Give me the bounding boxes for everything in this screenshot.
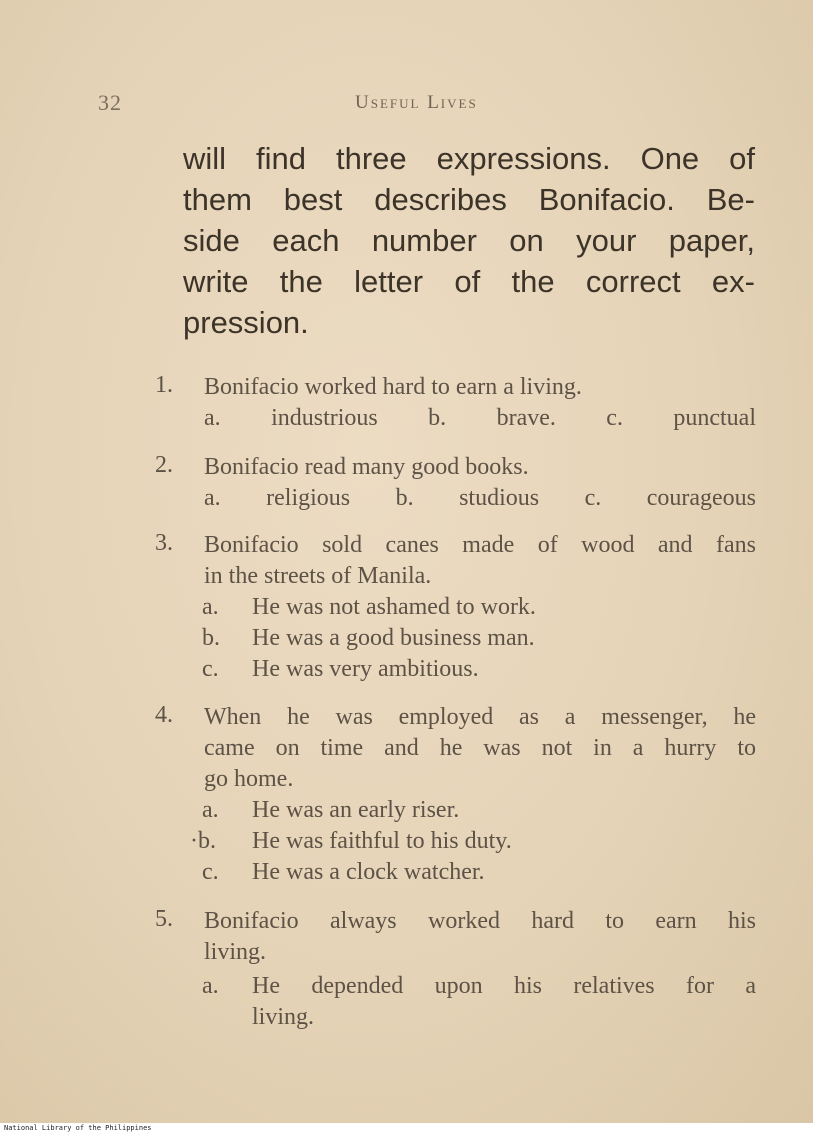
choice-text: living. (252, 1004, 315, 1030)
question-item (150, 452, 760, 514)
question-number: 5. (155, 906, 173, 932)
question-text: Bonifacio sold canes made of wood and fans (204, 532, 756, 558)
choice-text: He depended upon his relatives for a (252, 973, 756, 999)
choice-option-continuation (204, 1002, 760, 1033)
question-item (150, 530, 760, 685)
choice-letter: ·b. (190, 828, 216, 854)
choice-text: He was a good business man. (252, 625, 535, 651)
choice-option (204, 623, 760, 654)
question-item (150, 372, 760, 434)
choice-letter: c. (202, 859, 219, 885)
running-head: Useful Lives (355, 92, 478, 113)
intro-paragraph (183, 138, 755, 343)
intro-line: write the letter of the correct ex- (183, 264, 755, 299)
choice-option (204, 971, 760, 1002)
choice-letter: b. (202, 625, 220, 651)
question-number: 2. (155, 452, 173, 478)
question-text: living. (204, 939, 267, 965)
intro-line: side each number on your paper, (183, 223, 755, 258)
intro-line: pression. (183, 305, 309, 340)
choice-option (204, 592, 760, 623)
choice-text: He was a clock watcher. (252, 859, 485, 885)
question-number: 3. (155, 530, 173, 556)
library-credit: National Library of the Philippines (4, 1124, 152, 1132)
choice-letter: a. (202, 797, 219, 823)
question-text: go home. (204, 766, 294, 792)
question-text: When he was employed as a messenger, he (204, 704, 756, 730)
choice-text: He was not ashamed to work. (252, 594, 536, 620)
question-text: Bonifacio worked hard to earn a living. (204, 374, 582, 400)
choice-option (204, 795, 760, 826)
question-text: came on time and he was not in a hurry to (204, 735, 756, 761)
choice-options: a. industrious b. brave. c. punctual (204, 405, 756, 431)
choice-letter: c. (202, 656, 219, 682)
choice-options: a. religious b. studious c. courageous (204, 485, 756, 511)
intro-line: them best describes Bonifacio. Be- (183, 182, 755, 217)
choice-text: He was faithful to his duty. (252, 828, 512, 854)
choice-letter: a. (202, 594, 219, 620)
choice-option (204, 654, 760, 685)
intro-line: will find three expressions. One of (183, 141, 755, 176)
choice-option (204, 857, 760, 888)
question-number: 1. (155, 372, 173, 398)
question-text: Bonifacio always worked hard to earn his (204, 908, 756, 934)
question-item (150, 906, 760, 1033)
page-number: 32 (98, 90, 122, 115)
choice-text: He was an early riser. (252, 797, 460, 823)
choice-option (190, 826, 760, 857)
question-item (150, 702, 760, 888)
question-text: in the streets of Manila. (204, 563, 432, 589)
choice-text: He was very ambitious. (252, 656, 479, 682)
question-text: Bonifacio read many good books. (204, 454, 529, 480)
choice-letter: a. (202, 973, 219, 999)
question-number: 4. (155, 702, 173, 728)
